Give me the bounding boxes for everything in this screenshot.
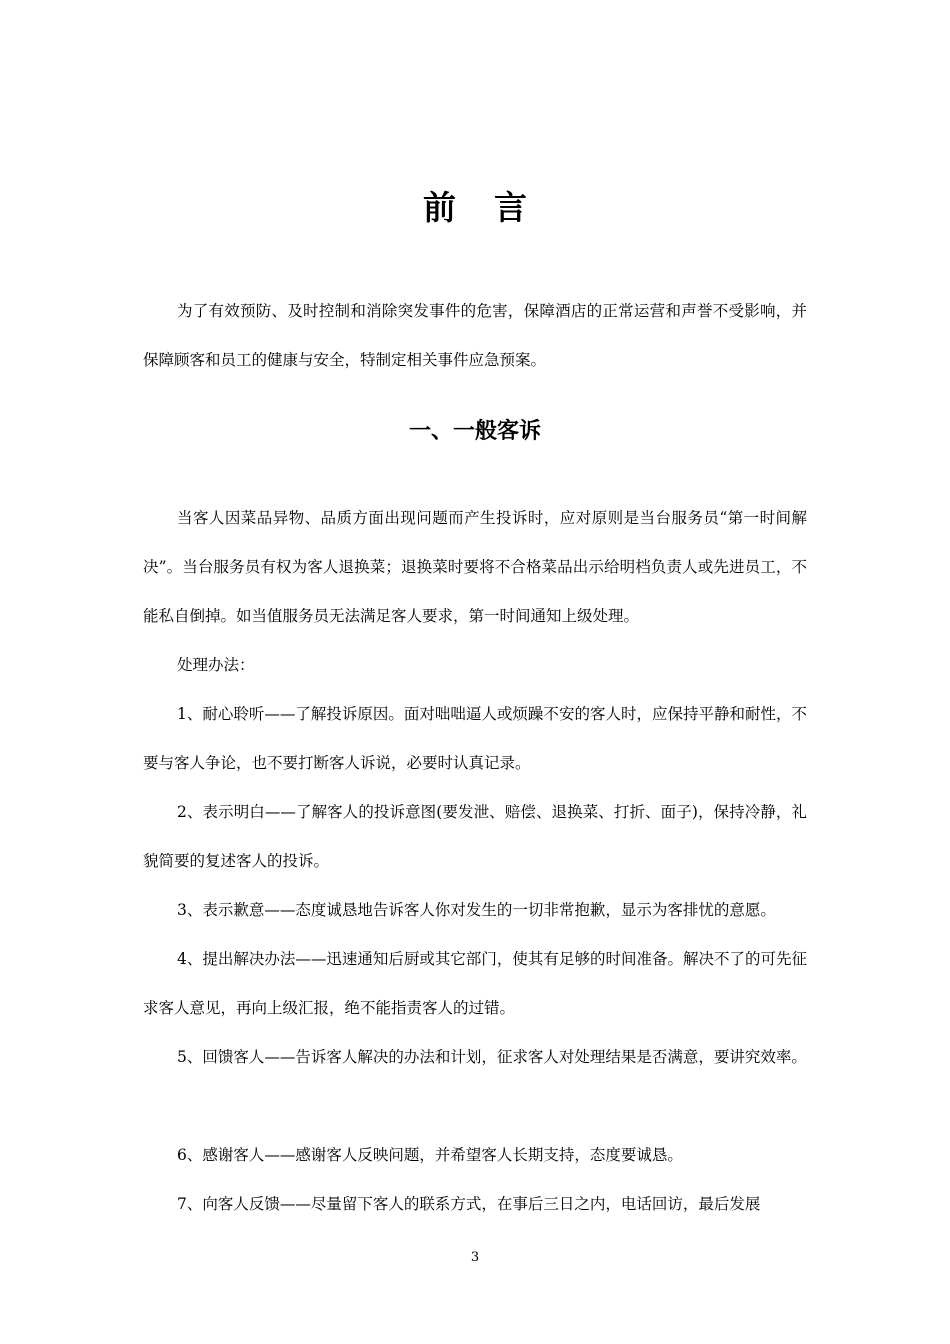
- section-title: 一、一般客诉: [408, 419, 541, 444]
- body-paragraph-handling-methods: 处理办法：: [177, 656, 255, 674]
- intro-paragraph: 为了有效预防、及时控制和消除突发事件的危害，保障酒店的正常运营和声誉不受影响，并保障顾客和员工的健康与安全，特制定相关事件应急预案。: [143, 302, 807, 369]
- page-title: 前言: [423, 188, 565, 227]
- body-paragraph-step-4: 4、提出解决办法——迅速通知后厨或其它部门，使其有足够的时间准备。解决不了的可先征求客人意见，再向上级汇报，绝不能指责客人的过错。: [143, 950, 807, 1017]
- page-number: 3: [470, 1250, 480, 1265]
- body-paragraph-step-6: 6、感谢客人——感谢客人反映问题，并希望客人长期支持，态度要诚恳。: [177, 1146, 683, 1164]
- body-paragraph-step-1: 1、耐心聆听——了解投诉原因。面对咄咄逼人或烦躁不安的客人时，应保持平静和耐性，不要与客人争论，也不要打断客人诉说，必要时认真记录。: [143, 705, 807, 772]
- body-paragraph-step-5: 5、回馈客人——告诉客人解决的办法和计划，征求客人对处理结果是否满意，要讲究效率。: [177, 1048, 807, 1066]
- body-paragraph-step-2: 2、表示明白——了解客人的投诉意图(要发泄、赔偿、退换菜、打折、面子)，保持冷静，礼貌简要的复述客人的投诉。: [143, 803, 807, 870]
- body-paragraph-1: 当客人因菜品异物、品质方面出现问题而产生投诉时，应对原则是当台服务员“第一时间解决”。当台服务员有权为客人退换菜；退换菜时要将不合格菜品出示给明档负责人或先进员工，不能私自倒掉。如当值服务员无法满足客人要求，第一时间通知上级处理。: [143, 509, 807, 625]
- body-paragraph-step-3: 3、表示歉意——态度诚恳地告诉客人你对发生的一切非常抱歉，显示为客排忧的意愿。: [177, 901, 776, 919]
- body-paragraph-step-7: 7、向客人反馈——尽量留下客人的联系方式，在事后三日之内，电话回访，最后发展: [177, 1195, 761, 1213]
